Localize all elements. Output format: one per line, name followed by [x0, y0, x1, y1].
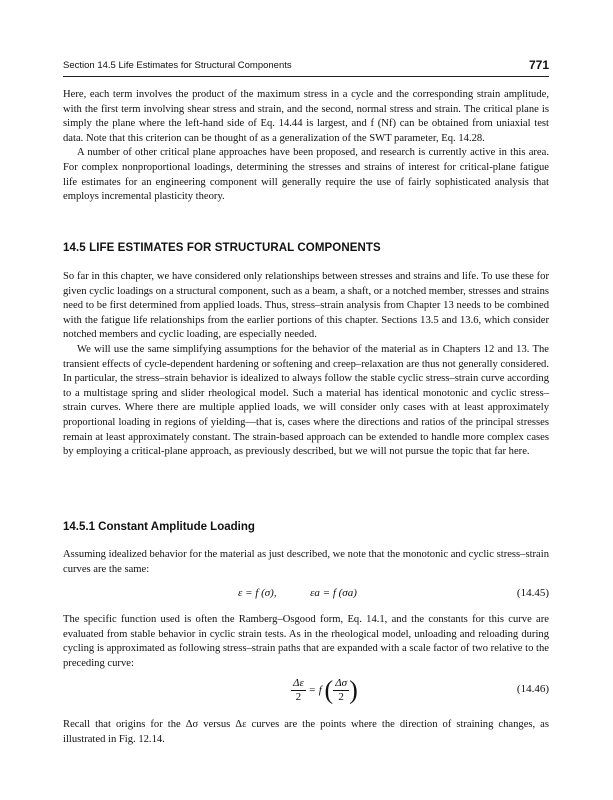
equation-14-45-expression	[238, 587, 357, 599]
eq2-right-numerator: Δσ	[335, 677, 348, 689]
equation-14-45	[63, 587, 549, 607]
running-header	[63, 58, 549, 77]
eq2-open-paren: (	[324, 675, 334, 705]
subsection-heading: 14.5.1 Constant Amplitude Loading	[63, 521, 255, 533]
paragraph-assumptions: We will use the same simplifying assumptions for the behavior of the material as in Chapters 12 and 13. The transient effects of cycle-dependent hardening or softening and creep–relaxation are thus not generally considered. In particular, the stress–strain behavior is idealized to always follow the stable cyclic stress–strain curve according to a multistage spring and slider rheological model. Such a material has identical monotonic and cyclic stress–strain curves. Where there are multiple applied loads, we will consider only cases with at least approximately proportional loading in regions of yielding—that is, cases where the directions and ratios of the principal stresses remain at least approximately constant. The strain-based approach can be extended to handle more complex cases by employing a critical-plane approach, as previously described, but we will not pursue the topic that far here.	[63, 343, 549, 458]
eq2-close-paren: )	[349, 675, 358, 705]
equation-14-46	[63, 675, 549, 705]
paragraph-structural-intro: So far in this chapter, we have considered only relationships between stresses and strains and life. To use these for given cyclic loadings on a structural component, such as a beam, a shaft, or a notched member, stresses and strains need to be first determined from applied loads. Thus, stress–strain analysis from Chapter 13 needs to be combined with the fatigue life relationships from the earlier portions of this chapter. Sections 13.5 and 13.6, which consider notched members and cyclic loading, are especially needed.	[63, 271, 549, 341]
paragraph-ramberg-osgood	[63, 613, 549, 671]
paragraph-critical-plane: Here, each term involves the product of the maximum stress in a cycle and the corresponding strain amplitude, with the first term involving shear stress and strain, and the second, normal stress and strain. The critical plane is simply the plane where the left-hand side of Eq. 14.44 is largest, and f (Nf) can be obtained from uniaxial test data. Note that this criterion can be thought of as a generalization of the SWT parameter, Eq. 14.28.	[63, 89, 549, 144]
equation-14-46-expression	[291, 677, 358, 704]
eq2-left-denominator: 2	[295, 691, 302, 703]
eq1-rhs: εa = f (σa)	[310, 587, 357, 599]
paragraph-origins-text: Recall that origins for the Δσ versus Δε curves are the points where the direction of straining changes, as illustrated in Fig. 12.14.	[63, 719, 549, 745]
eq2-left-numerator: Δε	[293, 677, 304, 689]
paragraph-idealized-text: Assuming idealized behavior for the material as just described, we note that the monotonic and cyclic stress–strain curves are the same:	[63, 549, 549, 575]
paragraph-origins	[63, 718, 549, 747]
section-text-block	[63, 270, 549, 460]
eq1-lhs: ε = f (σ),	[238, 587, 277, 599]
intro-text-block	[63, 88, 549, 205]
paragraph-other-approaches: A number of other critical plane approaches have been proposed, and research is currently active in this area. For complex nonproportional loadings, determining the stresses and strains of interest for critical-plane fatigue life estimates for an engineering component will generally require the use of fairly sophisticated analysis that employs incremental plasticity theory.	[63, 147, 549, 203]
running-header-section: Section 14.5 Life Estimates for Structural Components	[63, 60, 292, 71]
eq2-right-denominator: 2	[338, 691, 344, 703]
eq2-left-fraction	[291, 677, 306, 704]
section-heading: 14.5 LIFE ESTIMATES FOR STRUCTURAL COMPONENTS	[63, 242, 381, 254]
page-number: 771	[528, 58, 549, 72]
eq2-right-fraction	[333, 677, 349, 704]
eq2-equals-f: = f	[308, 684, 322, 697]
paragraph-ramberg-osgood-text: The specific function used is often the Ramberg–Osgood form, Eq. 14.1, and the constants for this curve are evaluated from stable behavior in cyclic strain tests. As in the rheological model, unloading and reloading during cycling is approximated as following stress–strain paths that are expanded with a scale factor of two relative to the preceding curve:	[63, 614, 549, 669]
equation-14-46-number: (14.46)	[516, 683, 549, 695]
paragraph-idealized-behavior	[63, 548, 549, 577]
equation-14-45-number: (14.45)	[516, 587, 549, 599]
